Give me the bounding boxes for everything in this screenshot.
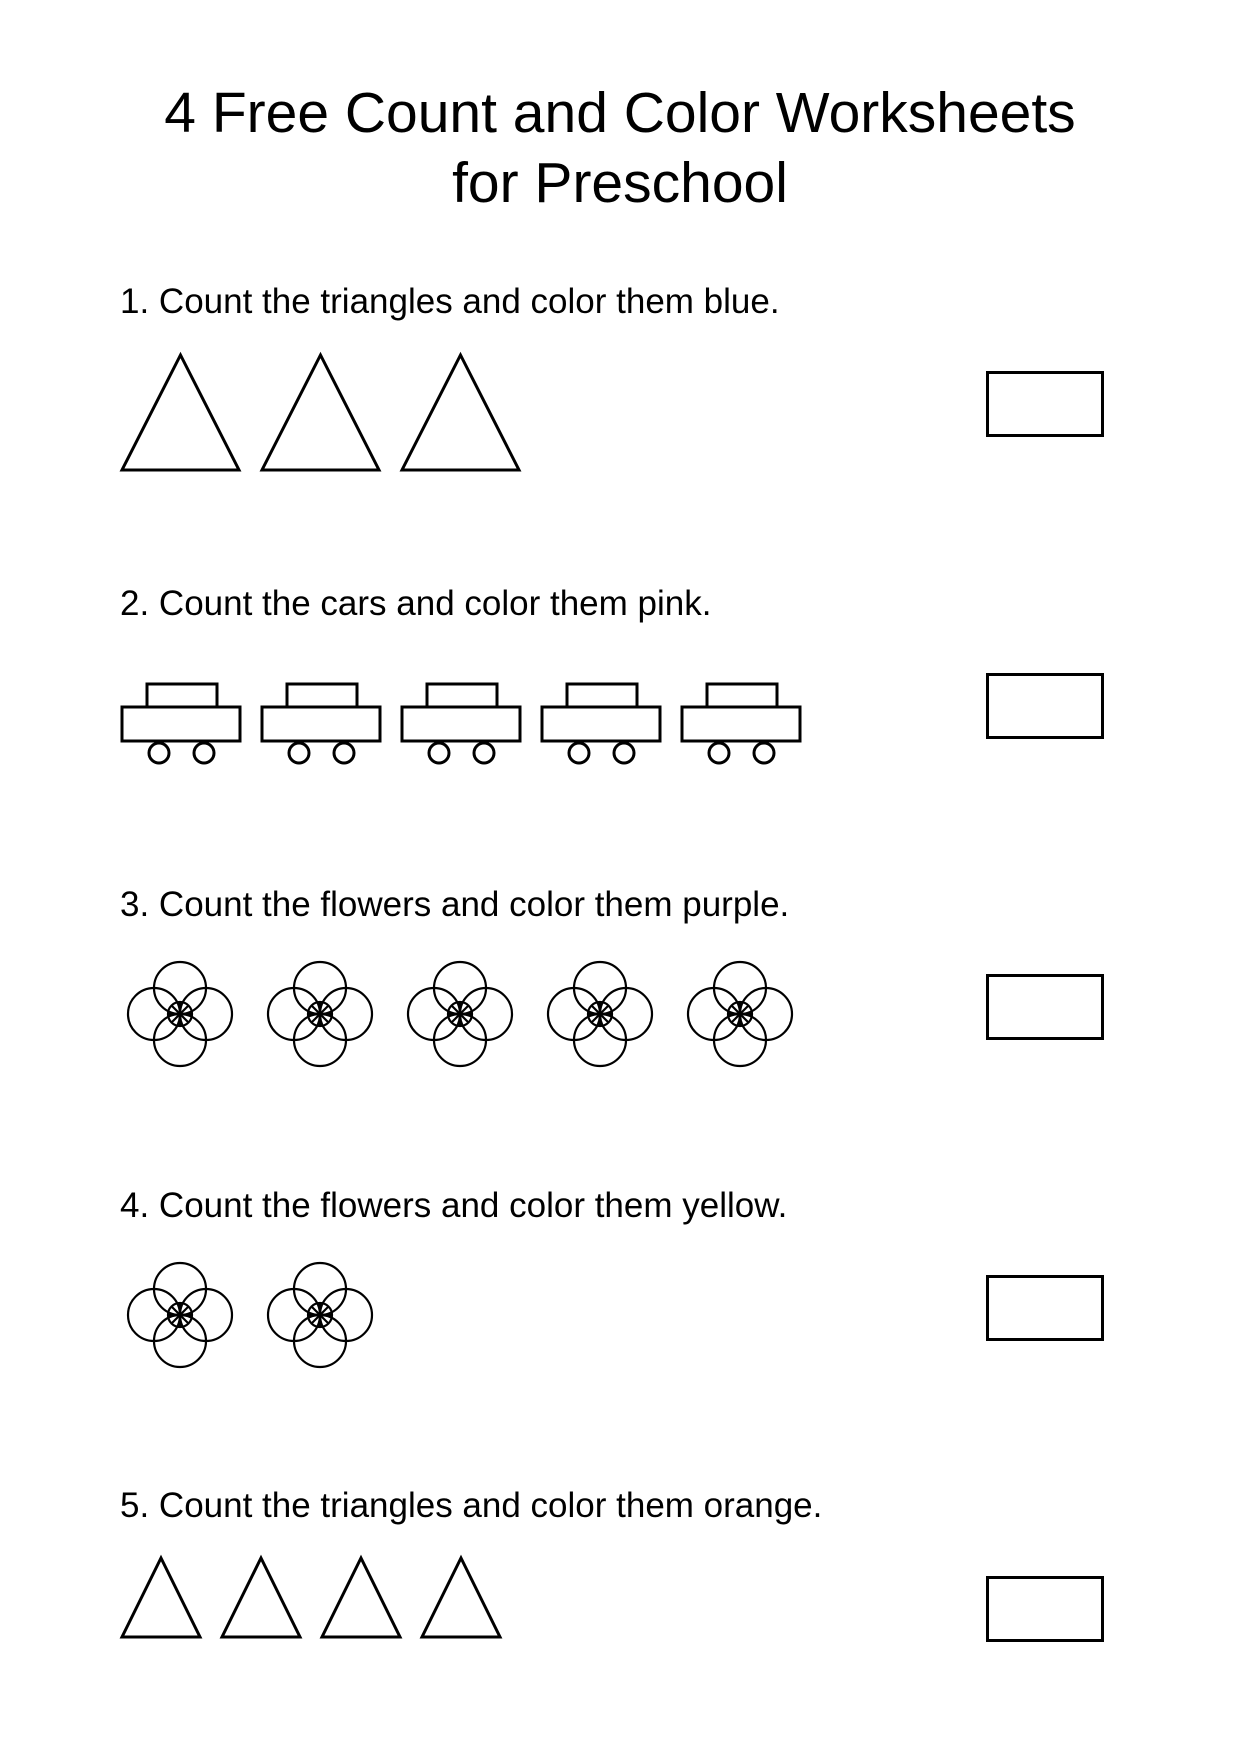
flower-q3-2[interactable] xyxy=(268,962,372,1066)
triangle-q1-3[interactable] xyxy=(402,355,519,470)
flower-q3-4[interactable] xyxy=(548,962,652,1066)
triangle-q1-2[interactable] xyxy=(262,355,379,470)
triangle-q5-1[interactable] xyxy=(122,1558,200,1637)
flower-q4-2[interactable] xyxy=(268,1263,372,1367)
car-q2-2[interactable] xyxy=(262,684,380,763)
triangle-q1-1[interactable] xyxy=(122,355,239,470)
car-q2-1[interactable] xyxy=(122,684,240,763)
page-title-line-1: 4 Free Count and Color Worksheets xyxy=(164,81,1076,145)
flower-q3-5[interactable] xyxy=(688,962,792,1066)
car-q2-5[interactable] xyxy=(682,684,800,763)
flower-q4-1[interactable] xyxy=(128,1263,232,1367)
page-title-line-2: for Preschool xyxy=(452,151,788,215)
question-3-text: 3. Count the flowers and color them purple. xyxy=(120,885,790,924)
triangle-q5-4[interactable] xyxy=(422,1558,500,1637)
question-1-text: 1. Count the triangles and color them blue. xyxy=(120,282,780,321)
question-4-text: 4. Count the flowers and color them yellow. xyxy=(120,1186,788,1225)
car-q2-4[interactable] xyxy=(542,684,660,763)
triangle-q5-2[interactable] xyxy=(222,1558,300,1637)
car-q2-3[interactable] xyxy=(402,684,520,763)
question-5-text: 5. Count the triangles and color them orange. xyxy=(120,1486,823,1525)
flower-q3-3[interactable] xyxy=(408,962,512,1066)
flower-q3-1[interactable] xyxy=(128,962,232,1066)
question-2-text: 2. Count the cars and color them pink. xyxy=(120,584,712,623)
triangle-q5-3[interactable] xyxy=(322,1558,400,1637)
